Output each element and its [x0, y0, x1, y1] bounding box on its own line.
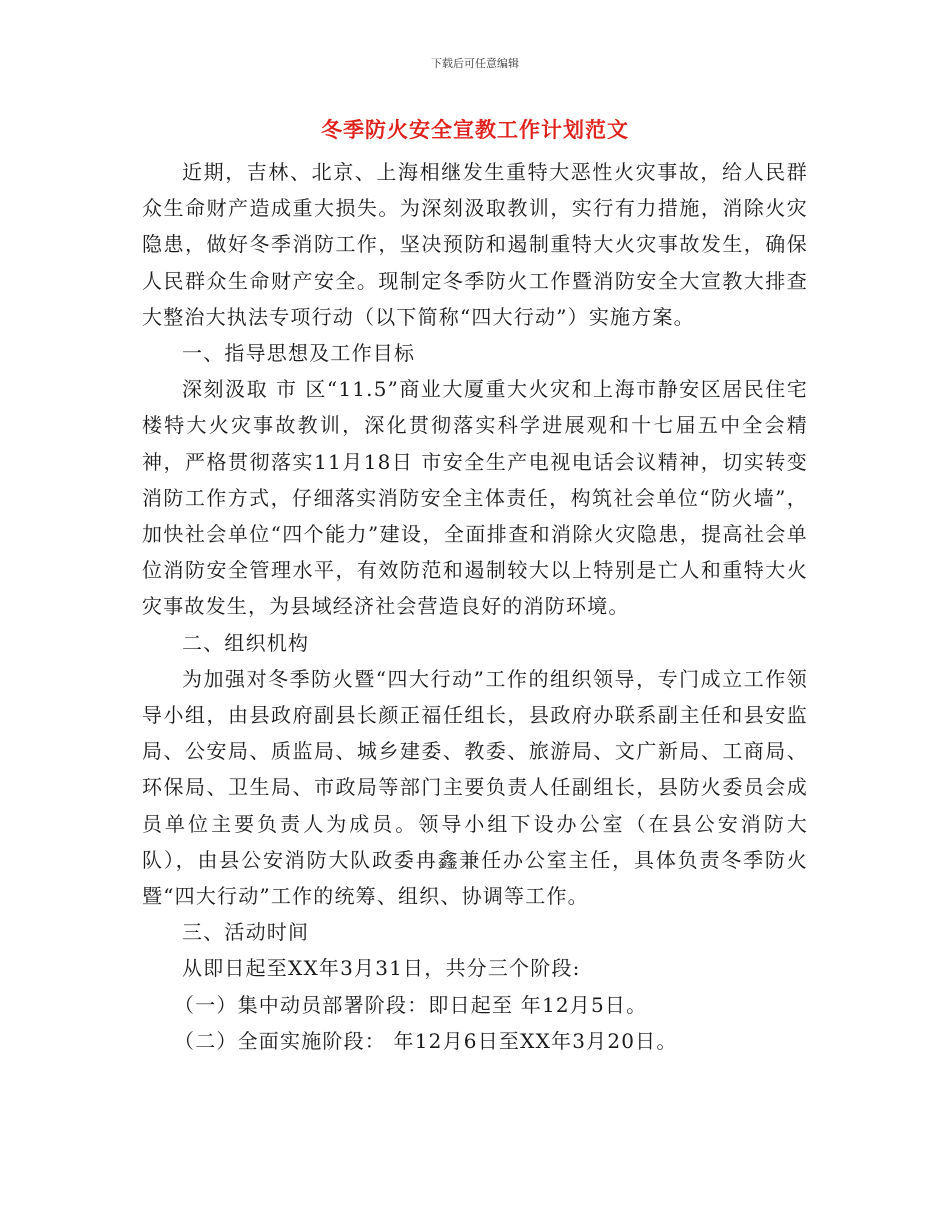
section-heading-organization: 二、组织机构	[182, 630, 310, 655]
document-body	[142, 154, 808, 1059]
section-heading-activity-time: 三、活动时间	[182, 920, 310, 945]
paragraph-guiding-ideology: 深刻汲取 市 区“11.5”商业大厦重大火灾和上海市静安区居民住宅楼特大火灾事故教训，深化贯彻落实科学进展观和十七届五中全会精神，严格贯彻落实11月18日 市安全生产电视电话会议精神，切实转变消防工作方式，仔细落实消防安全主体责任，构筑社会单位“防火墙”，加快社会单位“四个能力”建设，全面排查和消除火灾隐患，提高社会单位消防安全管理水平，有效防范和遏制较大以上特别是亡人和重特大火灾事故发生，为县域经济社会营造良好的消防环境。	[142, 377, 808, 619]
stage-item: （一）集中动员部署阶段：即日起至 年12月5日。	[174, 992, 648, 1017]
stage-item: （二）全面实施阶段： 年12月6日至XX年3月20日。	[174, 1028, 678, 1053]
header-note: 下载后可任意编辑	[431, 57, 519, 70]
paragraph-activity-time: 从即日起至XX年3月31日，共分三个阶段:	[182, 956, 581, 981]
document-title: 冬季防火安全宣教工作计划范文	[321, 118, 629, 142]
paragraph-organization: 为加强对冬季防火暨“四大行动”工作的组织领导，专门成立工作领导小组，由县政府副县长颜正福任组长，县政府办联系副主任和县安监局、公安局、质监局、城乡建委、教委、旅游局、文广新局、工商局、环保局、卫生局、市政局等部门主要负责人任副组长，县防火委员会成员单位主要负责人为成员。领导小组下设办公室（在县公安消防大队），由县公安消防大队政委冉鑫兼任办公室主任，具体负责冬季防火暨“四大行动”工作的统筹、组织、协调等工作。	[142, 666, 808, 909]
section-heading-guiding-ideology: 一、指导思想及工作目标	[182, 341, 416, 366]
paragraph-intro: 近期，吉林、北京、上海相继发生重特大恶性火灾事故，给人民群众生命财产造成重大损失。为深刻汲取教训，实行有力措施，消除火灾隐患，做好冬季消防工作，坚决预防和遏制重特大火灾事故发生，确保人民群众生命财产安全。现制定冬季防火工作暨消防安全大宣教大排查大整治大执法专项行动（以下简称“四大行动”）实施方案。	[142, 160, 808, 329]
